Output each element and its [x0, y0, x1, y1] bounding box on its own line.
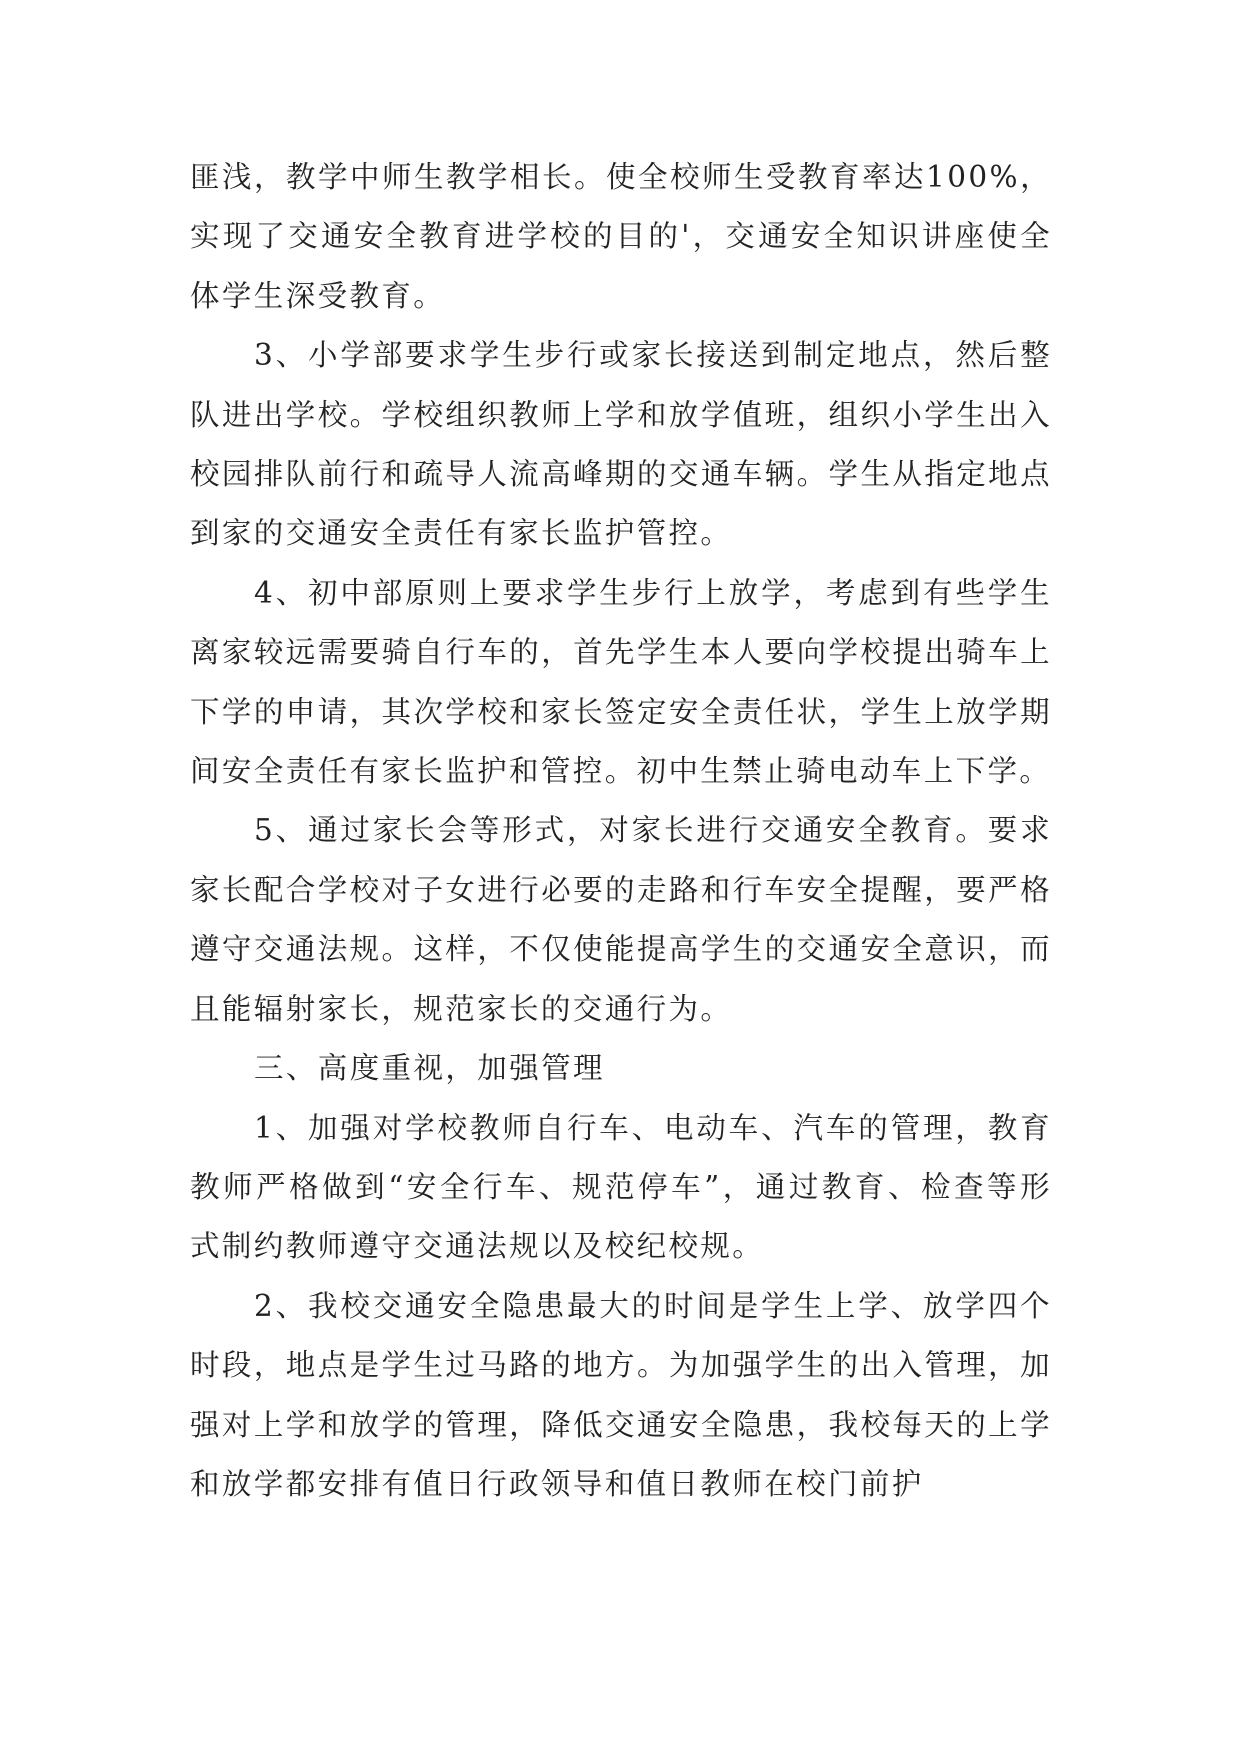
paragraph-item-5: 5、通过家长会等形式，对家长进行交通安全教育。要求家长配合学校对子女进行必要的走路和行车安全提醒，要严格遵守交通法规。这样，不仅使能提高学生的交通安全意识，而且能辐射家长，规范家长的交通行为。: [190, 813, 1052, 1026]
paragraph-continuation: 匪浅，教学中师生教学相长。使全校师生受教育率达100%，实现了交通安全教育进学校的目的'，交通安全知识讲座使全体学生深受教育。: [190, 160, 1052, 313]
paragraph-item-1: 1、加强对学校教师自行车、电动车、汽车的管理，教育教师严格做到“安全行车、规范停车”，通过教育、检查等形式制约教师遵守交通法规以及校纪校规。: [190, 1110, 1052, 1264]
paragraph-item-4: 4、初中部原则上要求学生步行上放学，考虑到有些学生离家较远需要骑自行车的，首先学生本人要向学校提出骑车上下学的申请，其次学校和家长签定安全责任状，学生上放学期间安全责任有家长监护和管控。初中生禁止骑电动车上下学。: [190, 575, 1052, 789]
paragraph-item-2: 2、我校交通安全隐患最大的时间是学生上学、放学四个时段，地点是学生过马路的地方。为加强学生的出入管理，加强对上学和放学的管理，降低交通安全隐患，我校每天的上学和放学都安排有值日行政领导和值日教师在校门前护: [190, 1288, 1052, 1501]
section-heading: 三、高度重视，加强管理: [254, 1051, 605, 1086]
document-body: [190, 148, 1052, 1514]
paragraph-item-3: 3、小学部要求学生步行或家长接送到制定地点，然后整队进出学校。学校组织教师上学和放学值班，组织小学生出入校园排队前行和疏导人流高峰期的交通车辆。学生从指定地点到家的交通安全责任有家长监护管控。: [190, 338, 1052, 551]
